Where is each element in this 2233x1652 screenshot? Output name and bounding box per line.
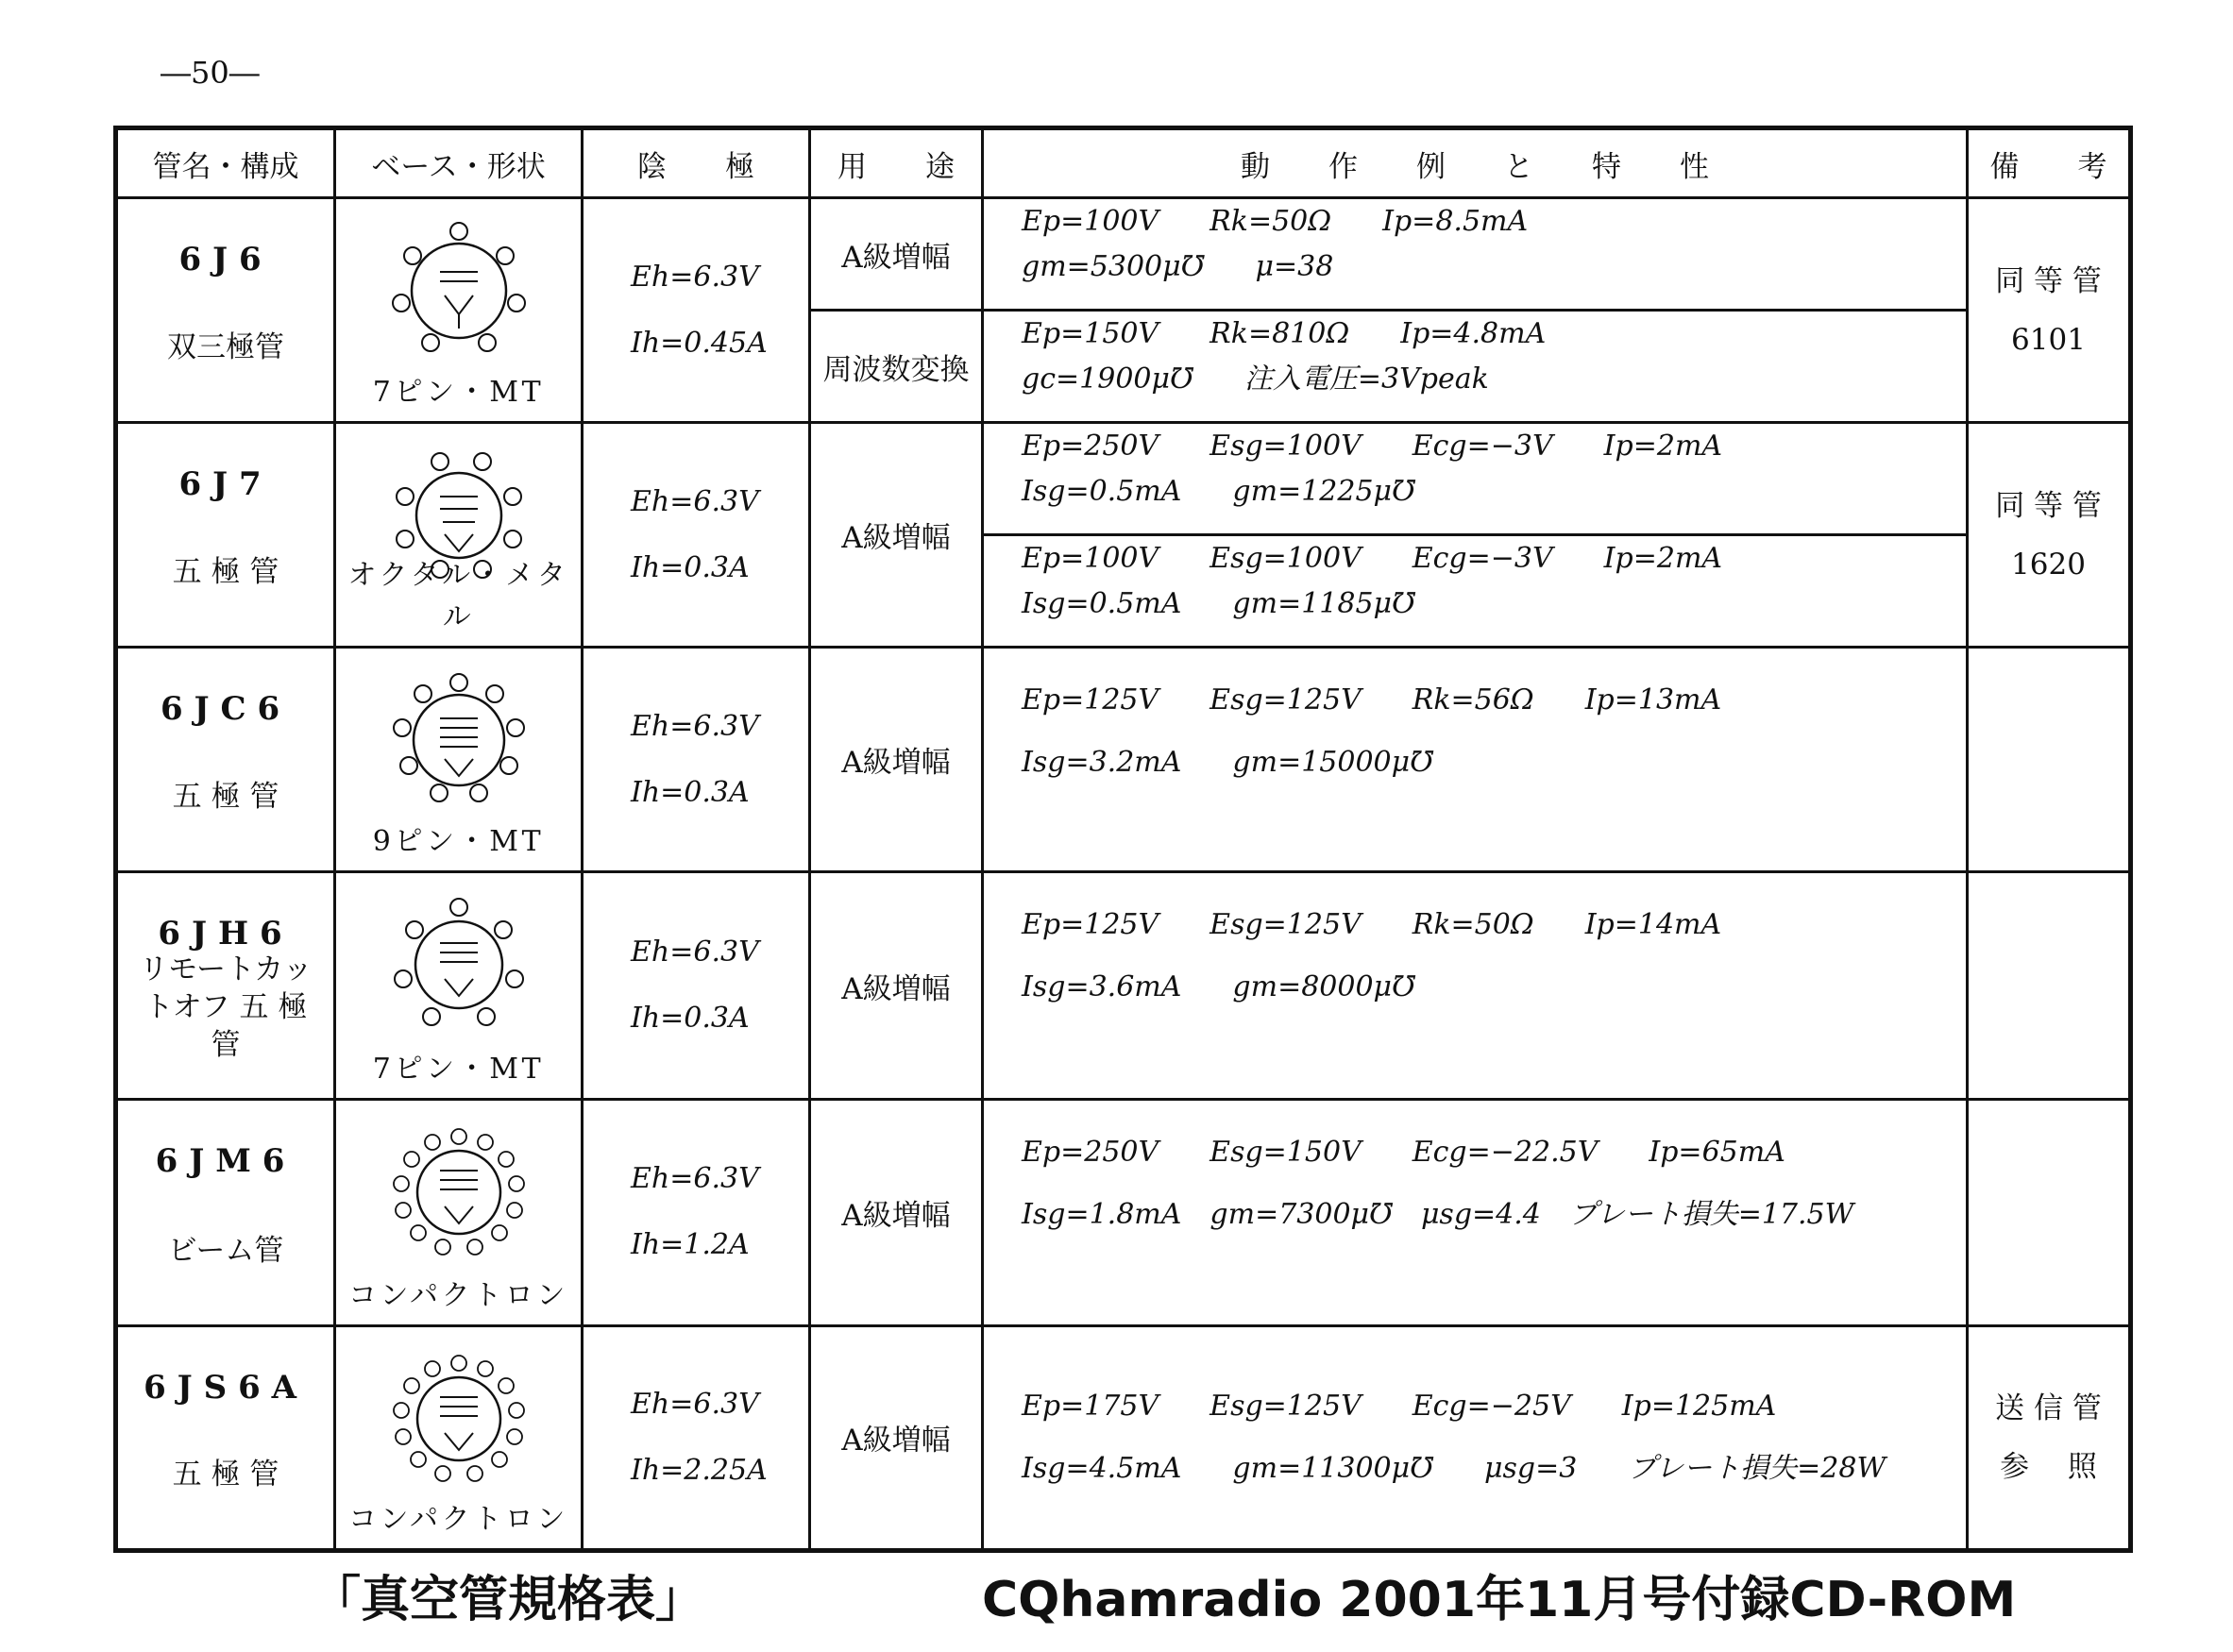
tube-code: 6J6	[178, 241, 273, 278]
op-line	[1022, 582, 1466, 627]
tube-name-cell	[116, 1099, 335, 1325]
note-cell	[1968, 1325, 2131, 1550]
tube-type: リモートカットオフ 五 極 管	[139, 952, 313, 1062]
tube-type: 五 極 管	[172, 780, 279, 815]
param: プレート損失=17.5W	[1568, 1197, 1854, 1231]
tube-type: 五 極 管	[172, 555, 279, 590]
param: Isg=4.5mA	[1022, 1451, 1182, 1485]
base-label: コンパクトロン	[347, 1503, 569, 1536]
operation-cell	[983, 1099, 1968, 1325]
op-line	[1022, 732, 1928, 794]
table-row	[116, 1099, 2131, 1325]
note-line: 同 等 管	[1995, 488, 2102, 523]
param: Ip=4.8mA	[1400, 317, 1547, 351]
table-row	[116, 872, 2131, 1099]
tube-code: 6JC6	[160, 690, 292, 729]
base-label: 7ピン・MT	[372, 1052, 545, 1086]
op-line	[1022, 894, 1928, 956]
param: Ep=100V	[1022, 205, 1159, 238]
base-cell	[335, 198, 583, 423]
header-cathode: 陰 極	[583, 128, 810, 198]
param: Ecg=−3V	[1412, 542, 1553, 576]
tube-name-cell	[116, 1325, 335, 1550]
op-line	[1022, 357, 1540, 402]
cathode-cell	[583, 198, 810, 423]
tube-type: ビーム管	[167, 1233, 284, 1268]
table-row	[116, 423, 2131, 648]
param: Isg=0.5mA	[1022, 587, 1182, 621]
base-label: 7ピン・MT	[372, 376, 545, 410]
param: Ep=125V	[1022, 683, 1159, 717]
use-cell: A級増幅	[810, 1099, 983, 1325]
pin-diagram-icon	[388, 1121, 530, 1263]
op-line	[1022, 312, 1597, 357]
base-cell	[335, 423, 583, 648]
op-line	[1022, 424, 1773, 469]
heater-current: Ih=1.2A	[631, 1228, 750, 1262]
pin-diagram-icon	[388, 220, 530, 362]
heater-current: Ih=0.3A	[631, 550, 750, 584]
cathode-cell	[583, 1325, 810, 1550]
base-cell	[335, 648, 583, 872]
operation-cell	[983, 198, 1968, 423]
tube-code: 6J7	[178, 465, 273, 504]
param: gm=5300μ℧	[1022, 250, 1205, 283]
param: Ep=125V	[1022, 908, 1159, 942]
param: μsg=3	[1484, 1451, 1578, 1485]
op-line	[1022, 1184, 1928, 1246]
tube-spec-table	[113, 126, 2133, 1553]
param: Esg=100V	[1210, 542, 1362, 576]
param: 注入電圧=3Vpeak	[1243, 362, 1489, 396]
param: gc=1900μ℧	[1022, 362, 1193, 396]
tube-type: 五 極 管	[172, 1458, 279, 1492]
use-label: 周波数変換	[811, 309, 981, 421]
header-name: 管名・構成	[116, 128, 335, 198]
table-row	[116, 648, 2131, 872]
tube-code: 6JS6A	[144, 1368, 308, 1407]
tube-name-cell	[116, 872, 335, 1099]
heater-voltage: Eh=6.3V	[631, 709, 759, 743]
note-line: 1620	[2011, 547, 2086, 582]
param: μ=38	[1255, 250, 1334, 283]
param: Isg=3.6mA	[1022, 970, 1182, 1004]
operation-cell	[983, 1325, 1968, 1550]
use-label: A級増幅	[841, 240, 951, 275]
footer-title: 「真空管規格表」	[312, 1572, 705, 1628]
param: Ep=100V	[1022, 542, 1159, 576]
tube-code: 6JM6	[155, 1141, 296, 1180]
param: Esg=100V	[1210, 430, 1362, 464]
tube-name-cell	[116, 198, 335, 423]
param: Rk=50Ω	[1210, 205, 1332, 238]
cathode-cell	[583, 872, 810, 1099]
table-row	[116, 198, 2131, 423]
note-line: 参 照	[2000, 1449, 2097, 1484]
header-notes: 備 考	[1968, 128, 2131, 198]
param: Ip=65mA	[1649, 1135, 1785, 1169]
heater-voltage: Eh=6.3V	[631, 260, 759, 294]
param: Ip=2mA	[1603, 430, 1723, 464]
heater-current: Ih=0.3A	[631, 775, 750, 809]
use-cell: A級増幅	[810, 648, 983, 872]
table-row	[116, 1325, 2131, 1550]
param: Ep=250V	[1022, 430, 1159, 464]
param: Rk=50Ω	[1412, 908, 1534, 942]
op-line	[1022, 1438, 1928, 1500]
footer-source: CQhamradio 2001年11月号付録CD-ROM	[982, 1572, 2017, 1628]
param: プレート損失=28W	[1628, 1451, 1886, 1485]
header-operation: 動 作 例 と 特 性	[983, 128, 1968, 198]
param: Ep=150V	[1022, 317, 1159, 351]
tube-name-cell	[116, 648, 335, 872]
op-line	[1022, 669, 1928, 732]
param: Rk=810Ω	[1210, 317, 1350, 351]
base-label: 9ピン・MT	[372, 825, 545, 859]
param: gm=8000μ℧	[1232, 970, 1415, 1004]
op-line	[1022, 956, 1928, 1019]
param: Esg=125V	[1210, 908, 1362, 942]
op-line	[1022, 199, 1579, 244]
note-cell	[1968, 198, 2131, 423]
param: gm=1225μ℧	[1232, 475, 1415, 509]
param: Ip=14mA	[1584, 908, 1722, 942]
heater-voltage: Eh=6.3V	[631, 484, 759, 518]
tube-name-cell	[116, 423, 335, 648]
operation-cell	[983, 423, 1968, 648]
cathode-cell	[583, 423, 810, 648]
operation-cell	[983, 872, 1968, 1099]
note-cell	[1968, 872, 2131, 1099]
param: gm=1185μ℧	[1232, 587, 1415, 621]
base-cell	[335, 1325, 583, 1550]
note-line: 6101	[2011, 322, 2086, 357]
use-cell: A級増幅	[810, 872, 983, 1099]
param: Isg=1.8mA	[1022, 1197, 1182, 1231]
pin-diagram-icon	[388, 1348, 530, 1490]
use-cell	[810, 198, 983, 423]
param: Isg=3.2mA	[1022, 746, 1182, 780]
op-line	[1022, 244, 1384, 290]
pin-diagram-icon	[388, 894, 530, 1036]
op-line	[1022, 1121, 1928, 1184]
op-line	[1022, 469, 1466, 514]
heater-current: Ih=0.3A	[631, 1002, 750, 1036]
header-row	[116, 128, 2131, 198]
header-base: ベース・形状	[335, 128, 583, 198]
note-line: 同 等 管	[1995, 263, 2102, 298]
page-number: ―50―	[161, 55, 260, 91]
use-cell: A級増幅	[810, 1325, 983, 1550]
base-label: オクタル・メタル	[347, 559, 569, 634]
param: gm=7300μ℧	[1210, 1197, 1393, 1231]
param: Ip=125mA	[1621, 1389, 1777, 1423]
param: Ecg=−25V	[1412, 1389, 1571, 1423]
param: μsg=4.4	[1420, 1197, 1541, 1231]
tube-code: 6JH6	[158, 915, 294, 953]
operation-cell	[983, 648, 1968, 872]
param: Esg=125V	[1210, 683, 1362, 717]
tube-type: 双三極管	[167, 330, 284, 365]
op-line	[1022, 536, 1773, 582]
cathode-cell	[583, 648, 810, 872]
param: gm=11300μ℧	[1232, 1451, 1434, 1485]
op-line	[1022, 1375, 1928, 1438]
param: Ep=250V	[1022, 1135, 1159, 1169]
param: Esg=150V	[1210, 1135, 1362, 1169]
base-label: コンパクトロン	[347, 1278, 569, 1312]
note-line: 送 信 管	[1995, 1391, 2102, 1425]
param: Ip=2mA	[1603, 542, 1723, 576]
param: Esg=125V	[1210, 1389, 1362, 1423]
heater-voltage: Eh=6.3V	[631, 1162, 759, 1196]
param: gm=15000μ℧	[1232, 746, 1434, 780]
param: Isg=0.5mA	[1022, 475, 1182, 509]
base-cell	[335, 1099, 583, 1325]
param: Ip=13mA	[1584, 683, 1722, 717]
param: Ip=8.5mA	[1382, 205, 1529, 238]
note-cell	[1968, 423, 2131, 648]
pin-diagram-icon	[388, 669, 530, 811]
heater-voltage: Eh=6.3V	[631, 936, 759, 969]
cathode-cell	[583, 1099, 810, 1325]
param: Ecg=−3V	[1412, 430, 1553, 464]
param: Rk=56Ω	[1412, 683, 1534, 717]
heater-current: Ih=0.45A	[631, 326, 768, 360]
heater-voltage: Eh=6.3V	[631, 1387, 759, 1421]
base-cell	[335, 872, 583, 1099]
param: Ecg=−22.5V	[1412, 1135, 1599, 1169]
note-cell	[1968, 1099, 2131, 1325]
use-cell: A級増幅	[810, 423, 983, 648]
param: Ep=175V	[1022, 1389, 1159, 1423]
header-use: 用 途	[810, 128, 983, 198]
heater-current: Ih=2.25A	[631, 1453, 768, 1487]
note-cell	[1968, 648, 2131, 872]
